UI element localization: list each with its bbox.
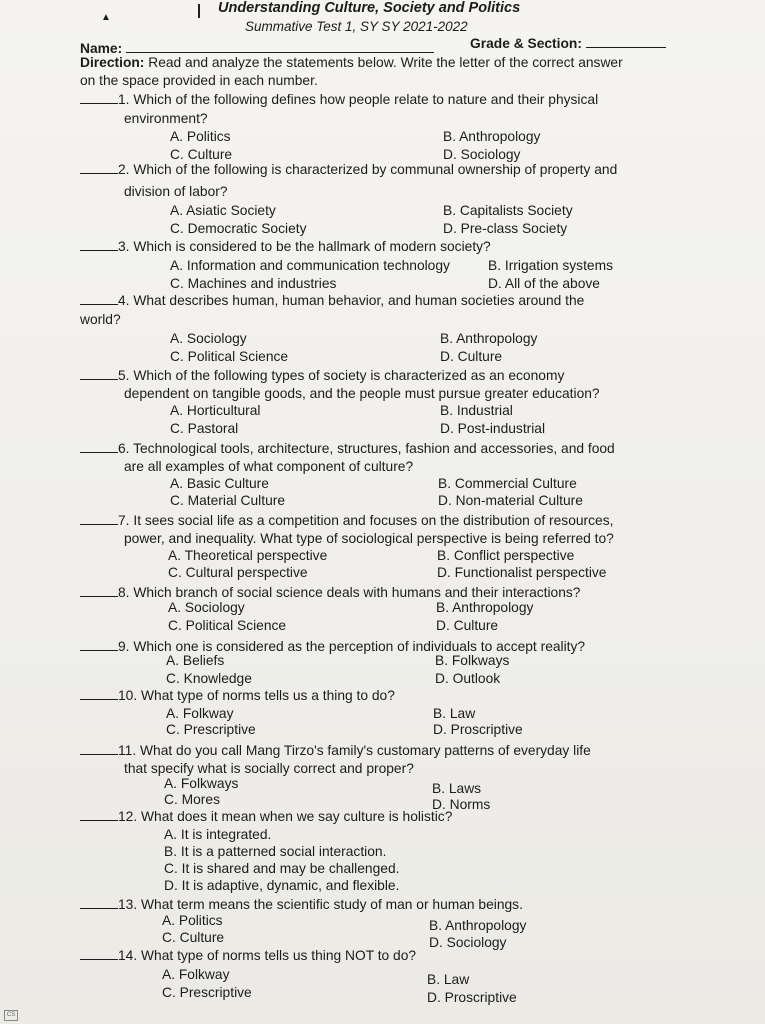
question-number: 7. bbox=[118, 513, 130, 528]
answer-blank[interactable] bbox=[80, 687, 118, 700]
question-text-cont: power, and inequality. What type of sociological perspective is being referred to? bbox=[124, 531, 614, 546]
question-text: Which of the following defines how people relate to nature and their physical bbox=[133, 92, 599, 107]
answer-blank[interactable] bbox=[80, 367, 118, 380]
answer-option: A. Folkways bbox=[164, 776, 239, 791]
answer-option: C. Culture bbox=[170, 147, 233, 162]
question-text: Which of the following is characterized by communal ownership of property and bbox=[133, 162, 618, 177]
question-text: What type of norms tells us a thing to do? bbox=[141, 688, 395, 703]
question-text: It sees social life as a competition and focuses on the distribution of resources, bbox=[133, 513, 614, 528]
answer-option: A. Sociology bbox=[168, 600, 245, 615]
answer-option: D. It is adaptive, dynamic, and flexible. bbox=[164, 878, 400, 893]
question-number: 12. bbox=[118, 809, 138, 824]
answer-option: B. Capitalists Society bbox=[443, 203, 573, 218]
question-number: 4. bbox=[118, 293, 130, 308]
answer-option: D. Culture bbox=[440, 349, 503, 364]
answer-option: A. Politics bbox=[162, 913, 223, 928]
answer-option: C. Mores bbox=[164, 792, 220, 807]
answer-option: C. Political Science bbox=[170, 349, 289, 364]
question-number: 14. bbox=[118, 948, 138, 963]
answer-option: C. Pastoral bbox=[170, 421, 239, 436]
answer-option: D. Outlook bbox=[435, 671, 501, 686]
question-text-cont: environment? bbox=[124, 111, 208, 126]
question-text-cont: are all examples of what component of culture? bbox=[124, 459, 414, 474]
grade-label: Grade & Section: bbox=[470, 36, 582, 51]
name-label: Name: bbox=[80, 41, 123, 56]
direction-text-1: Read and analyze the statements below. Write the letter of the correct answer bbox=[148, 55, 623, 70]
answer-option: C. It is shared and may be challenged. bbox=[164, 861, 400, 876]
question-row bbox=[80, 292, 584, 309]
answer-blank[interactable] bbox=[80, 161, 118, 174]
question-number: 6. bbox=[118, 441, 130, 456]
answer-blank[interactable] bbox=[80, 292, 118, 305]
answer-option: C. Machines and industries bbox=[170, 276, 337, 291]
question-text-cont: division of labor? bbox=[124, 184, 228, 199]
answer-option: D. Sociology bbox=[429, 935, 507, 950]
answer-option: D. Proscriptive bbox=[433, 722, 523, 737]
answer-option: A. Theoretical perspective bbox=[168, 548, 328, 563]
answer-blank[interactable] bbox=[80, 808, 118, 821]
answer-option: A. Folkway bbox=[162, 967, 230, 982]
answer-option: C. Political Science bbox=[168, 618, 287, 633]
answer-option: B. Conflict perspective bbox=[437, 548, 575, 563]
question-row bbox=[80, 512, 613, 529]
answer-option: C. Culture bbox=[162, 930, 225, 945]
question-row bbox=[80, 947, 416, 964]
question-row bbox=[80, 808, 452, 825]
test-title: Understanding Culture, Society and Politics bbox=[218, 0, 521, 16]
question-text: What does it mean when we say culture is holistic? bbox=[141, 809, 453, 824]
answer-option: D. Sociology bbox=[443, 147, 521, 162]
answer-blank[interactable] bbox=[80, 638, 118, 651]
question-text: Which of the following types of society is characterized as an economy bbox=[133, 368, 565, 383]
name-field[interactable] bbox=[126, 40, 434, 53]
answer-blank[interactable] bbox=[80, 512, 118, 525]
answer-blank[interactable] bbox=[80, 896, 118, 909]
grade-section-field[interactable] bbox=[586, 35, 666, 48]
question-number: 5. bbox=[118, 368, 130, 383]
answer-option: B. Commercial Culture bbox=[438, 476, 577, 491]
question-text: Which one is considered as the perception of individuals to accept reality? bbox=[133, 639, 586, 654]
margin-tick bbox=[198, 4, 200, 18]
question-row bbox=[80, 687, 395, 704]
question-row bbox=[80, 91, 598, 108]
answer-option: C. Prescriptive bbox=[166, 722, 256, 737]
question-text-cont: world? bbox=[80, 312, 121, 327]
answer-blank[interactable] bbox=[80, 947, 118, 960]
answer-option: D. Culture bbox=[436, 618, 499, 633]
answer-option: B. Law bbox=[433, 706, 476, 721]
answer-option: D. Norms bbox=[432, 797, 491, 812]
answer-option: B. It is a patterned social interaction. bbox=[164, 844, 387, 859]
answer-blank[interactable] bbox=[80, 742, 118, 755]
answer-blank[interactable] bbox=[80, 91, 118, 104]
scanner-badge: CS bbox=[4, 1010, 18, 1021]
question-number: 11. bbox=[118, 743, 137, 758]
question-number: 8. bbox=[118, 585, 130, 600]
answer-blank[interactable] bbox=[80, 238, 118, 251]
question-row bbox=[80, 440, 615, 457]
answer-option: B. Laws bbox=[432, 781, 482, 796]
answer-option: A. Politics bbox=[170, 129, 231, 144]
corner-mark: ▲ bbox=[101, 12, 111, 23]
question-number: 13. bbox=[118, 897, 138, 912]
answer-option: C. Prescriptive bbox=[162, 985, 252, 1000]
answer-option: D. All of the above bbox=[488, 276, 600, 291]
question-number: 10. bbox=[118, 688, 138, 703]
question-text-cont: dependent on tangible goods, and the people must pursue greater education? bbox=[124, 386, 600, 401]
direction-label: Direction: bbox=[80, 55, 145, 70]
question-row bbox=[80, 896, 523, 913]
answer-option: D. Functionalist perspective bbox=[437, 565, 607, 580]
question-row bbox=[80, 742, 591, 759]
question-text: What term means the scientific study of man or human beings. bbox=[141, 897, 523, 912]
answer-option: A. Horticultural bbox=[170, 403, 261, 418]
answer-option: B. Anthropology bbox=[436, 600, 534, 615]
answer-option: D. Proscriptive bbox=[427, 990, 517, 1005]
question-number: 9. bbox=[118, 639, 130, 654]
answer-option: B. Industrial bbox=[440, 403, 513, 418]
answer-option: A. Sociology bbox=[170, 331, 247, 346]
answer-option: D. Pre-class Society bbox=[443, 221, 568, 236]
answer-option: A. Folkway bbox=[166, 706, 234, 721]
answer-option: D. Non-material Culture bbox=[438, 493, 583, 508]
answer-option: C. Democratic Society bbox=[170, 221, 307, 236]
answer-option: A. Beliefs bbox=[166, 653, 225, 668]
answer-blank[interactable] bbox=[80, 440, 118, 453]
answer-option: A. Information and communication technology bbox=[170, 258, 450, 273]
direction-line-2: on the space provided in each number. bbox=[80, 73, 318, 88]
answer-option: C. Cultural perspective bbox=[168, 565, 308, 580]
answer-option: A. It is integrated. bbox=[164, 827, 272, 842]
question-text: Which is considered to be the hallmark of modern society? bbox=[133, 239, 491, 254]
question-text: What do you call Mang Tirzo's family's customary patterns of everyday life bbox=[140, 743, 591, 758]
answer-option: C. Material Culture bbox=[170, 493, 286, 508]
question-text-cont: that specify what is socially correct and proper? bbox=[124, 761, 414, 776]
question-number: 1. bbox=[118, 92, 130, 107]
question-text: What type of norms tells us thing NOT to do? bbox=[141, 948, 417, 963]
direction-line-1 bbox=[80, 54, 623, 71]
test-subtitle: Summative Test 1, SY SY 2021-2022 bbox=[245, 19, 468, 34]
answer-option: C. Knowledge bbox=[166, 671, 252, 686]
grade-row bbox=[470, 35, 666, 52]
question-text: Which branch of social science deals with humans and their interactions? bbox=[133, 585, 581, 600]
question-row bbox=[80, 367, 564, 384]
answer-option: A. Basic Culture bbox=[170, 476, 269, 491]
answer-option: D. Post-industrial bbox=[440, 421, 546, 436]
answer-option: B. Anthropology bbox=[443, 129, 541, 144]
answer-option: B. Anthropology bbox=[440, 331, 538, 346]
question-row bbox=[80, 238, 491, 255]
question-number: 2. bbox=[118, 162, 130, 177]
answer-option: B. Irrigation systems bbox=[488, 258, 613, 273]
question-text: Technological tools, architecture, structures, fashion and accessories, and food bbox=[133, 441, 615, 456]
answer-option: B. Folkways bbox=[435, 653, 510, 668]
answer-option: B. Law bbox=[427, 972, 470, 987]
question-number: 3. bbox=[118, 239, 130, 254]
answer-blank[interactable] bbox=[80, 584, 118, 597]
answer-option: A. Asiatic Society bbox=[170, 203, 276, 218]
question-row bbox=[80, 161, 617, 178]
question-text: What describes human, human behavior, and human societies around the bbox=[133, 293, 585, 308]
answer-option: B. Anthropology bbox=[429, 918, 527, 933]
